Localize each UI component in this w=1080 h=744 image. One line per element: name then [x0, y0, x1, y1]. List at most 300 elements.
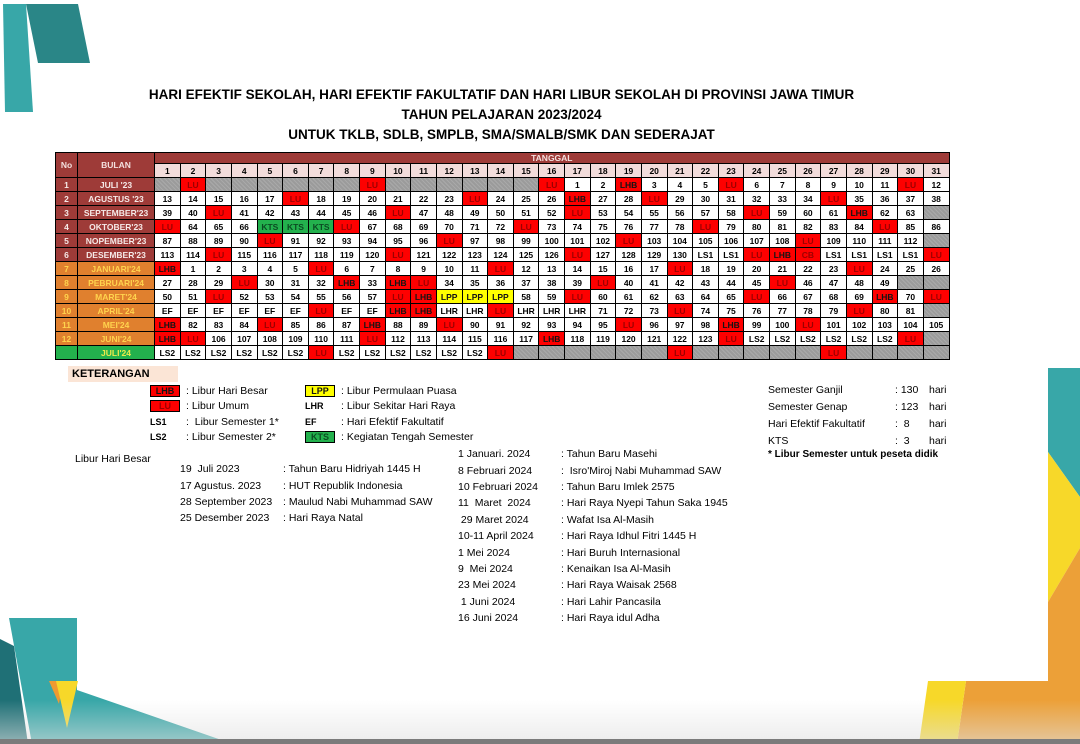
day-cell: 106 [206, 332, 232, 346]
legend-item-ls1 [150, 414, 279, 430]
day-cell: LHB [155, 332, 181, 346]
day-cell: LS2 [360, 346, 386, 360]
day-cell: LS1 [718, 248, 744, 262]
day-cell: 87 [334, 318, 360, 332]
month-name-cell: NOPEMBER'23 [78, 234, 155, 248]
day-cell: LU [411, 276, 437, 290]
holiday-date: 8 Februari 2024 [458, 464, 533, 477]
day-cell: EF [257, 304, 283, 318]
day-cell: 77 [770, 304, 796, 318]
day-number: 20 [641, 164, 667, 178]
day-cell: 92 [513, 318, 539, 332]
day-cell: 47 [411, 206, 437, 220]
day-cell: 37 [513, 276, 539, 290]
month-name-cell: OKTOBER'23 [78, 220, 155, 234]
day-number: 19 [616, 164, 642, 178]
day-cell: 10 [436, 262, 462, 276]
day-cell: 101 [565, 234, 591, 248]
day-cell: 63 [667, 290, 693, 304]
day-cell: 96 [411, 234, 437, 248]
day-cell: 93 [539, 318, 565, 332]
day-number: 27 [821, 164, 847, 178]
day-cell: 88 [180, 234, 206, 248]
day-cell: 66 [770, 290, 796, 304]
day-cell: 98 [693, 318, 719, 332]
day-cell: 89 [411, 318, 437, 332]
row-number-cell: 1 [56, 178, 78, 192]
holiday-description: : Hari Raya Waisak 2568 [561, 579, 677, 592]
day-cell: 28 [616, 192, 642, 206]
day-cell: LU [744, 248, 770, 262]
day-cell: LHB [334, 276, 360, 290]
day-cell: 86 [923, 220, 949, 234]
day-cell: 100 [539, 234, 565, 248]
day-cell: 4 [257, 262, 283, 276]
month-row-desember-23 [56, 248, 950, 262]
summary-row [768, 398, 947, 415]
day-cell: 30 [257, 276, 283, 290]
row-number-cell: 11 [56, 318, 78, 332]
day-cell: 70 [436, 220, 462, 234]
summary-row [768, 381, 947, 398]
day-cell: 34 [795, 192, 821, 206]
day-cell: 77 [641, 220, 667, 234]
day-cell: 94 [565, 318, 591, 332]
day-cell: LHB [565, 192, 591, 206]
day-cell: 95 [590, 318, 616, 332]
legend-column-right [305, 383, 473, 445]
day-cell: 108 [770, 234, 796, 248]
day-cell: LU [334, 220, 360, 234]
day-cell: 27 [590, 192, 616, 206]
day-cell: LHR [513, 304, 539, 318]
day-cell: 67 [360, 220, 386, 234]
day-cell: 27 [155, 276, 181, 290]
holiday-description: : Hari Raya Idhul Fitri 1445 H [561, 530, 697, 543]
day-cell [590, 346, 616, 360]
day-cell: LPP [462, 290, 488, 304]
day-cell [923, 332, 949, 346]
day-cell: LU [923, 248, 949, 262]
holiday-description: : Maulud Nabi Muhammad SAW [283, 495, 433, 508]
month-row-juni-24 [56, 332, 950, 346]
day-cell [334, 178, 360, 192]
holiday-description: : Hari Raya Nyepi Tahun Saka 1945 [561, 497, 728, 510]
holiday-description: : Hari Buruh Internasional [561, 546, 681, 559]
day-cell: 44 [718, 276, 744, 290]
day-cell: LU [436, 318, 462, 332]
day-cell: 127 [590, 248, 616, 262]
title-line-1: HARI EFEKTIF SEKOLAH, HARI EFEKTIF FAKULTATIF DAN HARI LIBUR SEKOLAH DI PROVINSI JAWA TIMUR [148, 87, 855, 102]
day-cell: LS2 [872, 332, 898, 346]
day-cell: LS2 [744, 332, 770, 346]
month-name-cell: JANUARI'24 [78, 262, 155, 276]
day-cell: 32 [744, 192, 770, 206]
day-cell: 19 [718, 262, 744, 276]
day-cell: LS2 [180, 346, 206, 360]
day-number: 28 [846, 164, 872, 178]
holiday-row [180, 494, 433, 510]
day-cell: 74 [693, 304, 719, 318]
holiday-row [458, 610, 728, 626]
day-cell: 1 [180, 262, 206, 276]
summary-label: Semester Genap [768, 400, 848, 413]
day-cell: LS1 [872, 248, 898, 262]
day-cell: LU [257, 318, 283, 332]
day-cell: 35 [462, 276, 488, 290]
day-cell: 56 [334, 290, 360, 304]
day-cell: 115 [462, 332, 488, 346]
day-cell: 96 [641, 318, 667, 332]
month-name-cell: DESEMBER'23 [78, 248, 155, 262]
day-cell: 81 [770, 220, 796, 234]
day-cell: LU [308, 262, 334, 276]
day-cell: 83 [206, 318, 232, 332]
holiday-date: 17 Agustus. 2023 [180, 479, 262, 492]
day-cell: LU [872, 220, 898, 234]
day-cell: 112 [898, 234, 924, 248]
summary-row [768, 415, 947, 432]
day-cell: 110 [846, 234, 872, 248]
day-cell: 37 [898, 192, 924, 206]
day-cell: LS2 [795, 332, 821, 346]
day-cell: LU [385, 290, 411, 304]
holiday-description: : Tahun Baru Hidriyah 1445 H [283, 463, 421, 476]
day-cell: 82 [180, 318, 206, 332]
month-name-cell: MEI'24 [78, 318, 155, 332]
holiday-date: 16 Juni 2024 [458, 612, 519, 625]
day-cell: LU [180, 332, 206, 346]
day-cell: 2 [590, 178, 616, 192]
day-cell: 84 [231, 318, 257, 332]
day-cell: LHB [539, 332, 565, 346]
day-cell: LU [257, 234, 283, 248]
month-row-juli-24 [56, 346, 950, 360]
day-cell [795, 346, 821, 360]
day-cell: 94 [360, 234, 386, 248]
holiday-date: 1 Juni 2024 [458, 595, 516, 608]
day-cell: LU [667, 346, 693, 360]
month-row-juli-23 [56, 178, 950, 192]
day-cell: LU [462, 192, 488, 206]
holiday-description: : Hari Lahir Pancasila [561, 595, 661, 608]
month-row-mei-24 [56, 318, 950, 332]
day-cell: 31 [718, 192, 744, 206]
day-cell: 91 [488, 318, 514, 332]
day-cell: 57 [360, 290, 386, 304]
day-cell: 71 [462, 220, 488, 234]
day-cell: LS2 [436, 346, 462, 360]
day-cell: LU [846, 304, 872, 318]
holiday-date: 10 Februari 2024 [458, 480, 538, 493]
day-cell: LS2 [206, 346, 232, 360]
day-cell: 18 [693, 262, 719, 276]
day-cell [898, 276, 924, 290]
day-number: 22 [693, 164, 719, 178]
day-cell [923, 304, 949, 318]
day-cell [923, 234, 949, 248]
day-number: 23 [718, 164, 744, 178]
day-cell: LU [308, 346, 334, 360]
holiday-description: : Hari Raya idul Adha [561, 612, 660, 625]
day-cell: 12 [513, 262, 539, 276]
day-cell: 104 [667, 234, 693, 248]
day-cell: 99 [744, 318, 770, 332]
day-cell: 102 [846, 318, 872, 332]
holiday-row [180, 461, 433, 477]
day-cell: 22 [411, 192, 437, 206]
day-cell: LU [565, 206, 591, 220]
header-bulan: BULAN [78, 153, 155, 178]
day-cell: 50 [155, 290, 181, 304]
day-cell: 58 [718, 206, 744, 220]
legend-label: : Kegiatan Tengah Semester [341, 431, 474, 444]
day-cell: LU [206, 290, 232, 304]
day-cell: 48 [846, 276, 872, 290]
day-cell [513, 346, 539, 360]
day-cell: 58 [513, 290, 539, 304]
day-cell: 120 [616, 332, 642, 346]
day-number: 21 [667, 164, 693, 178]
day-cell: 12 [923, 178, 949, 192]
day-cell: 65 [206, 220, 232, 234]
day-cell: CB [795, 248, 821, 262]
day-cell: 117 [283, 248, 309, 262]
day-cell: 61 [821, 206, 847, 220]
day-cell: 24 [872, 262, 898, 276]
holiday-date: 19 Juli 2023 [180, 463, 240, 476]
day-cell: 39 [155, 206, 181, 220]
day-cell: KTS [257, 220, 283, 234]
day-cell: 64 [693, 290, 719, 304]
document-title [55, 85, 948, 145]
day-cell: 75 [718, 304, 744, 318]
day-cell: 5 [693, 178, 719, 192]
day-cell: EF [360, 304, 386, 318]
day-cell: 80 [744, 220, 770, 234]
summary-label: Semester Ganjil [768, 383, 843, 396]
day-cell: 120 [360, 248, 386, 262]
day-cell: 62 [872, 206, 898, 220]
day-cell: 79 [821, 304, 847, 318]
day-cell: 40 [616, 276, 642, 290]
day-number: 13 [462, 164, 488, 178]
legend-item-lpp [305, 383, 473, 399]
legend-code-ef: EF [305, 416, 317, 427]
day-cell: 108 [257, 332, 283, 346]
day-cell: 102 [590, 234, 616, 248]
day-cell: LHB [616, 178, 642, 192]
summary-unit: hari [929, 417, 947, 430]
holiday-date: 1 Mei 2024 [458, 546, 510, 559]
day-cell: LS1 [821, 248, 847, 262]
day-cell: 46 [795, 276, 821, 290]
day-cell: LHB [770, 248, 796, 262]
day-cell: 38 [923, 192, 949, 206]
day-cell: LHB [411, 290, 437, 304]
holiday-description: : Wafat Isa Al-Masih [561, 513, 654, 526]
day-cell: 38 [539, 276, 565, 290]
day-cell: 113 [155, 248, 181, 262]
day-cell: 125 [513, 248, 539, 262]
day-cell: 42 [667, 276, 693, 290]
day-cell: 21 [385, 192, 411, 206]
month-row-agustus-23 [56, 192, 950, 206]
day-cell: 55 [308, 290, 334, 304]
day-cell: LU [283, 192, 309, 206]
row-number-cell: 10 [56, 304, 78, 318]
day-cell: 60 [590, 290, 616, 304]
holiday-row [458, 577, 728, 593]
day-cell: 116 [488, 332, 514, 346]
day-cell: 59 [539, 290, 565, 304]
day-cell: LU [513, 220, 539, 234]
day-cell [846, 346, 872, 360]
day-cell: 1 [565, 178, 591, 192]
day-cell [616, 346, 642, 360]
holiday-row [458, 594, 728, 610]
day-cell: LS2 [231, 346, 257, 360]
day-cell: LS2 [334, 346, 360, 360]
day-cell: 123 [693, 332, 719, 346]
day-cell: LU [898, 178, 924, 192]
holiday-date: 25 Desember 2023 [180, 512, 270, 525]
day-cell: 51 [180, 290, 206, 304]
day-cell: 7 [770, 178, 796, 192]
day-cell: 31 [283, 276, 309, 290]
day-cell: 61 [616, 290, 642, 304]
day-cell: 29 [206, 276, 232, 290]
day-cell: EF [231, 304, 257, 318]
day-cell: LS2 [385, 346, 411, 360]
day-cell: 81 [898, 304, 924, 318]
day-cell: LS2 [846, 332, 872, 346]
day-cell: 26 [539, 192, 565, 206]
day-cell: 85 [283, 318, 309, 332]
day-cell: 56 [667, 206, 693, 220]
day-cell: 15 [206, 192, 232, 206]
day-cell: 119 [334, 248, 360, 262]
day-cell: LU [693, 220, 719, 234]
day-cell: 51 [513, 206, 539, 220]
day-cell: 11 [462, 262, 488, 276]
day-cell: LU [795, 234, 821, 248]
day-cell: 122 [436, 248, 462, 262]
day-cell: LS1 [898, 248, 924, 262]
day-cell: 63 [898, 206, 924, 220]
bottom-fade [0, 700, 1080, 739]
day-cell: LHR [565, 304, 591, 318]
day-cell: 119 [590, 332, 616, 346]
day-cell: 11 [872, 178, 898, 192]
day-cell: 23 [436, 192, 462, 206]
day-cell: LU [898, 332, 924, 346]
day-cell [718, 346, 744, 360]
day-cell: 83 [821, 220, 847, 234]
day-cell: LU [846, 262, 872, 276]
day-cell: 97 [667, 318, 693, 332]
holiday-row [458, 446, 728, 462]
legend-label: : Libur Permulaan Puasa [341, 384, 457, 397]
day-cell [872, 346, 898, 360]
holiday-date: 28 September 2023 [180, 495, 273, 508]
day-cell: 99 [513, 234, 539, 248]
holiday-description: : Tahun Baru Imlek 2575 [561, 480, 675, 493]
holiday-row [458, 495, 728, 511]
day-cell [488, 178, 514, 192]
day-cell: LHR [539, 304, 565, 318]
summary-unit: hari [929, 383, 947, 396]
day-cell: 9 [821, 178, 847, 192]
day-cell: 4 [667, 178, 693, 192]
day-cell: LS2 [155, 346, 181, 360]
day-cell: 121 [411, 248, 437, 262]
holiday-row [458, 544, 728, 560]
day-cell: LS2 [257, 346, 283, 360]
day-cell: 60 [795, 206, 821, 220]
day-cell: 84 [846, 220, 872, 234]
day-cell: 64 [180, 220, 206, 234]
day-cell [770, 346, 796, 360]
title-line-3: UNTUK TKLB, SDLB, SMPLB, SMA/SMALB/SMK DAN SEDERAJAT [288, 127, 715, 142]
month-row-september-23 [56, 206, 950, 220]
day-cell: 30 [693, 192, 719, 206]
day-cell: EF [155, 304, 181, 318]
day-cell: 20 [360, 192, 386, 206]
day-cell: 29 [667, 192, 693, 206]
day-cell: 69 [411, 220, 437, 234]
day-cell: LU [436, 234, 462, 248]
day-cell: 28 [180, 276, 206, 290]
day-cell: 44 [308, 206, 334, 220]
day-cell: 40 [180, 206, 206, 220]
legend-label: : Libur Hari Besar [186, 384, 268, 397]
day-cell: 45 [334, 206, 360, 220]
day-cell: 105 [923, 318, 949, 332]
day-cell: LPP [436, 290, 462, 304]
summary-unit: hari [929, 434, 947, 447]
holiday-description: : Hari Raya Natal [283, 512, 363, 525]
day-cell: 123 [462, 248, 488, 262]
day-cell: 79 [718, 220, 744, 234]
day-cell: 109 [283, 332, 309, 346]
day-cell: LS1 [846, 248, 872, 262]
day-cell: LU [616, 234, 642, 248]
day-cell: LU [385, 206, 411, 220]
day-number: 14 [488, 164, 514, 178]
day-number: 12 [436, 164, 462, 178]
day-cell: 13 [539, 262, 565, 276]
day-cell: 114 [436, 332, 462, 346]
day-cell: 72 [488, 220, 514, 234]
day-cell: 115 [231, 248, 257, 262]
day-cell: 116 [257, 248, 283, 262]
day-number: 11 [411, 164, 437, 178]
day-cell: 118 [565, 332, 591, 346]
month-row-maret-24 [56, 290, 950, 304]
day-cell: 68 [821, 290, 847, 304]
day-cell: 88 [385, 318, 411, 332]
day-cell: 76 [616, 220, 642, 234]
summary-label: Hari Efektif Fakultatif [768, 417, 865, 430]
day-cell: 73 [539, 220, 565, 234]
day-number: 29 [872, 164, 898, 178]
day-cell: 18 [308, 192, 334, 206]
day-cell: 109 [821, 234, 847, 248]
title-line-2: TAHUN PELAJARAN 2023/2024 [401, 107, 602, 122]
day-cell: LU [360, 178, 386, 192]
day-cell: 97 [462, 234, 488, 248]
